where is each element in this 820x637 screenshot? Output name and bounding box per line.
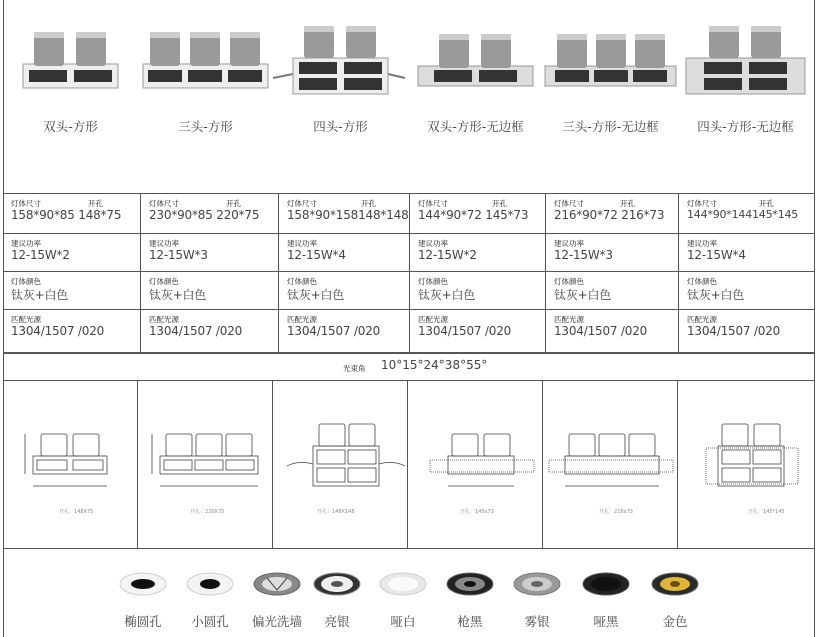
product-name: 三头-方形-无边框 [562,119,659,134]
product-name: 四头-方形 [313,119,368,134]
spec-table [3,193,815,354]
power-label: 建议功率 [687,239,717,248]
product-name: 双头-方形 [43,119,98,134]
spec-color-cell [679,272,815,310]
spec-size-cell [679,194,815,234]
size-value: 144*90*144145*145 [687,208,799,221]
product-image [678,22,813,102]
spec-power-cell [3,234,141,272]
power-label: 建议功率 [11,239,41,248]
oval-hole-icon [119,572,167,596]
spec-source-cell [3,310,141,353]
reflector-gold [645,548,705,637]
spec-power-cell [141,234,279,272]
spec-color-cell [410,272,546,310]
color-value: 钛灰+白色 [554,288,612,302]
product-image [273,22,408,102]
drawing-cell [273,380,408,548]
cutout-label: 开孔 [759,199,774,208]
cutout-caption: 开孔：145*145 [748,509,785,515]
drawing-cell [138,380,273,548]
gold-reflector-icon [651,572,699,596]
drawing-cell [3,380,138,548]
cutout-label: 开孔 [620,199,635,208]
size-label: 灯体尺寸 [11,199,41,208]
color-value: 钛灰+白色 [287,288,345,302]
cutout-caption: 开孔：148X148 [317,509,355,515]
product-image [543,22,678,102]
size-value: 144*90*72 145*73 [418,208,529,222]
mist-silver-reflector-icon [513,572,561,596]
power-value: 12-15W*3 [554,248,613,262]
power-label: 建议功率 [287,239,317,248]
matte-black-reflector-icon [582,572,630,596]
size-label: 灯体尺寸 [287,199,317,208]
cutout-label: 开孔 [226,199,241,208]
spec-color-cell [141,272,279,310]
reflector-mist-silver [507,548,567,637]
color-value: 钛灰+白色 [687,288,745,302]
color-value: 钛灰+白色 [418,288,476,302]
spec-size-cell [3,194,141,234]
spec-source-cell [141,310,279,353]
reflector-name: 哑白 [390,614,416,629]
spec-size-cell [546,194,679,234]
color-value: 钛灰+白色 [11,288,69,302]
spec-source-cell [679,310,815,353]
cutout-caption: 开孔：148X75 [59,509,94,515]
reflector-silver [307,548,367,637]
product-card [408,0,543,193]
reflector-name: 金色 [662,614,688,629]
source-value: 1304/1507 /020 [11,324,105,338]
technical-drawing [273,420,408,500]
product-name: 三头-方形 [178,119,233,134]
drawing-cell [543,380,678,548]
color-label: 灯体颜色 [149,277,179,286]
power-value: 12-15W*2 [418,248,477,262]
technical-drawing [678,420,813,500]
color-label: 灯体颜色 [418,277,448,286]
drawing-cell [678,380,815,548]
reflector-matte-white [373,548,433,637]
power-value: 12-15W*4 [287,248,346,262]
reflector-name: 偏光洗墙 [251,614,302,629]
technical-drawing [408,420,543,500]
technical-drawing [543,420,678,500]
reflector-name: 亮银 [324,614,350,629]
wallwash-icon [253,572,301,596]
product-card [138,0,273,193]
power-label: 建议功率 [149,239,179,248]
reflector-name: 哑黑 [593,614,619,629]
power-label: 建议功率 [554,239,584,248]
source-label: 匹配光源 [287,315,317,324]
size-label: 灯体尺寸 [554,199,584,208]
size-value: 230*90*85 220*75 [149,208,260,222]
source-label: 匹配光源 [418,315,448,324]
cutout-label: 开孔 [492,199,507,208]
reflector-matte-black [576,548,636,637]
product-card [543,0,678,193]
spec-size-cell [141,194,279,234]
product-image [408,22,543,102]
product-card [273,0,408,193]
product-image [3,22,138,102]
source-value: 1304/1507 /020 [149,324,243,338]
power-value: 12-15W*3 [149,248,208,262]
product-row [3,0,815,193]
spec-power-cell [279,234,410,272]
spec-size-cell [410,194,546,234]
source-value: 1304/1507 /020 [554,324,648,338]
power-label: 建议功率 [418,239,448,248]
cutout-caption: 开孔：220X75 [190,509,225,515]
reflector-name: 椭圆孔 [124,614,162,629]
source-label: 匹配光源 [149,315,179,324]
reflector-pinhole [180,548,240,637]
product-image [138,22,273,102]
spec-source-cell [410,310,546,353]
reflector-name: 雾银 [524,614,550,629]
color-value: 钛灰+白色 [149,288,207,302]
spec-power-cell [679,234,815,272]
source-value: 1304/1507 /020 [418,324,512,338]
color-label: 灯体颜色 [287,277,317,286]
reflector-wallwash [247,548,307,637]
size-value: 216*90*72 216*73 [554,208,665,222]
color-label: 灯体颜色 [11,277,41,286]
size-value: 158*90*85 148*75 [11,208,122,222]
product-name: 双头-方形-无边框 [427,119,524,134]
pinhole-icon [186,572,234,596]
color-label: 灯体颜色 [687,277,717,286]
product-name: 四头-方形-无边框 [697,119,794,134]
cutout-caption: 开孔：216x73 [599,509,633,515]
source-label: 匹配光源 [554,315,584,324]
spec-size-cell [279,194,410,234]
spec-power-cell [410,234,546,272]
cutout-caption: 开孔：145x73 [460,509,494,515]
power-value: 12-15W*2 [11,248,70,262]
reflector-name: 小圆孔 [191,614,229,629]
reflector-gun-black [440,548,500,637]
spec-power-cell [546,234,679,272]
source-label: 匹配光源 [11,315,41,324]
drawing-row [3,380,815,549]
technical-drawing [3,420,138,500]
size-label: 灯体尺寸 [418,199,448,208]
power-value: 12-15W*4 [687,248,746,262]
color-label: 灯体颜色 [554,277,584,286]
source-value: 1304/1507 /020 [287,324,381,338]
product-card [3,0,138,193]
reflector-name: 枪黑 [457,614,483,629]
size-label: 灯体尺寸 [687,199,717,208]
technical-drawing [138,420,273,500]
product-card [678,0,813,193]
spec-color-cell [279,272,410,310]
size-value: 158*90*158148*148 [287,208,409,222]
cutout-label: 开孔 [88,199,103,208]
spec-source-cell [279,310,410,353]
source-label: 匹配光源 [687,315,717,324]
beam-label: 光束角 [343,364,366,373]
beam-values: 10°15°24°38°55° [381,358,488,372]
beam-angle-row [3,352,815,381]
matte-white-reflector-icon [379,572,427,596]
drawing-cell [408,380,543,548]
cutout-label: 开孔 [361,199,376,208]
spec-color-cell [546,272,679,310]
size-label: 灯体尺寸 [149,199,179,208]
source-value: 1304/1507 /020 [687,324,781,338]
reflector-options [3,548,815,637]
silver-reflector-icon [313,572,361,596]
reflector-oval [113,548,173,637]
gun-black-reflector-icon [446,572,494,596]
spec-source-cell [546,310,679,353]
spec-color-cell [3,272,141,310]
